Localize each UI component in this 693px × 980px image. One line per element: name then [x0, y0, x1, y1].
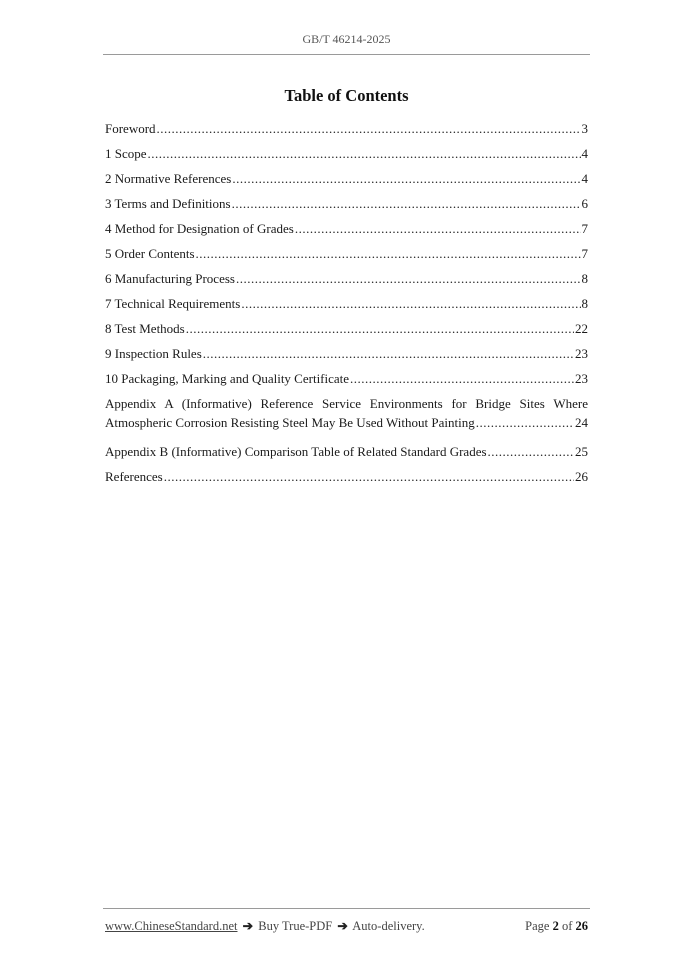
dot-leader: [148, 145, 581, 163]
header-divider: [103, 54, 590, 55]
dot-leader: [157, 120, 581, 138]
toc-page-number: 6: [581, 196, 588, 211]
dot-leader: [232, 195, 581, 213]
toc-entry-label: References: [105, 469, 163, 484]
dot-leader: [232, 170, 580, 188]
toc-entry-order-contents[interactable]: [105, 245, 588, 270]
toc-entry-label: 4 Method for Designation of Grades: [105, 221, 294, 236]
toc-page-number: 7: [581, 221, 588, 236]
toc-entry-terms-definitions[interactable]: [105, 195, 588, 220]
toc-entry-test-methods[interactable]: [105, 320, 588, 345]
toc-entry-foreword[interactable]: [105, 120, 588, 145]
toc-page-number: 23: [575, 346, 588, 361]
toc-entry-label: 9 Inspection Rules: [105, 346, 202, 361]
toc-entry-references[interactable]: [105, 468, 588, 493]
toc-entry-inspection-rules[interactable]: [105, 345, 588, 370]
toc-entry-label-line1: Appendix A (Informative) Reference Service Environments for Bridge Sites Where: [105, 396, 588, 411]
arrow-right-icon: ➔: [242, 919, 254, 933]
toc-page-number: 26: [575, 469, 588, 484]
site-link[interactable]: www.ChineseStandard.net: [105, 919, 238, 933]
toc-entry-label: 8 Test Methods: [105, 321, 185, 336]
dot-leader: [241, 295, 580, 313]
page-footer: [105, 918, 588, 934]
toc-entry-label: 7 Technical Requirements: [105, 296, 241, 311]
page-of: of: [561, 919, 573, 933]
toc-page-number: 4: [581, 171, 588, 186]
page-title: Table of Contents: [284, 86, 409, 105]
toc-page-number: 7: [581, 246, 588, 261]
toc-entry-label: Foreword: [105, 121, 156, 136]
dot-leader: [236, 270, 581, 288]
dot-leader: [164, 468, 574, 486]
toc-entry-normative-references[interactable]: [105, 170, 588, 195]
table-of-contents: [105, 120, 588, 493]
toc-page-number: 8: [581, 271, 588, 286]
toc-entry-manufacturing-process[interactable]: [105, 270, 588, 295]
toc-page-number: 22: [575, 321, 588, 336]
dot-leader: [295, 220, 581, 238]
dot-leader: [488, 443, 574, 461]
toc-entry-label: 2 Normative References: [105, 171, 232, 186]
toc-entry-appendix-b[interactable]: [105, 443, 588, 468]
toc-page-number: 23: [575, 371, 588, 386]
toc-entry-line2: [105, 414, 588, 432]
footer-promo: [105, 918, 425, 934]
page-label: Page: [525, 919, 550, 933]
toc-entry-packaging-marking[interactable]: [105, 370, 588, 395]
toc-entry-designation-of-grades[interactable]: [105, 220, 588, 245]
toc-page-number: 3: [581, 121, 588, 136]
toc-entry-scope[interactable]: [105, 145, 588, 170]
toc-entry-appendix-a[interactable]: [105, 395, 588, 443]
dot-leader: [186, 320, 574, 338]
toc-entry-label: 6 Manufacturing Process: [105, 271, 235, 286]
toc-entry-label: 3 Terms and Definitions: [105, 196, 231, 211]
toc-entry-technical-requirements[interactable]: [105, 295, 588, 320]
dot-leader: [476, 414, 574, 432]
page-indicator: [525, 919, 588, 934]
toc-page-number: 4: [581, 146, 588, 161]
page-current: 2: [552, 919, 559, 933]
toc-entry-label: 5 Order Contents: [105, 246, 195, 261]
toc-page-number: 8: [581, 296, 588, 311]
page-total: 26: [575, 919, 588, 933]
toc-page-number: 25: [575, 444, 588, 459]
running-header: GB/T 46214-2025: [302, 32, 391, 46]
toc-entry-label: 1 Scope: [105, 146, 147, 161]
buy-true-pdf-text: Buy True-PDF: [258, 919, 333, 933]
dot-leader: [203, 345, 574, 363]
toc-entry-label: 10 Packaging, Marking and Quality Certificate: [105, 371, 350, 386]
arrow-right-icon: ➔: [337, 919, 348, 933]
dot-leader: [350, 370, 574, 388]
toc-page-number: 24: [575, 415, 588, 430]
footer-divider: [103, 908, 590, 909]
toc-entry-label-line2: Atmospheric Corrosion Resisting Steel May Be Used Without Painting: [105, 415, 475, 430]
toc-entry-label: Appendix B (Informative) Comparison Table of Related Standard Grades: [105, 444, 487, 459]
auto-delivery-text: Auto-delivery.: [352, 919, 425, 933]
dot-leader: [196, 245, 581, 263]
